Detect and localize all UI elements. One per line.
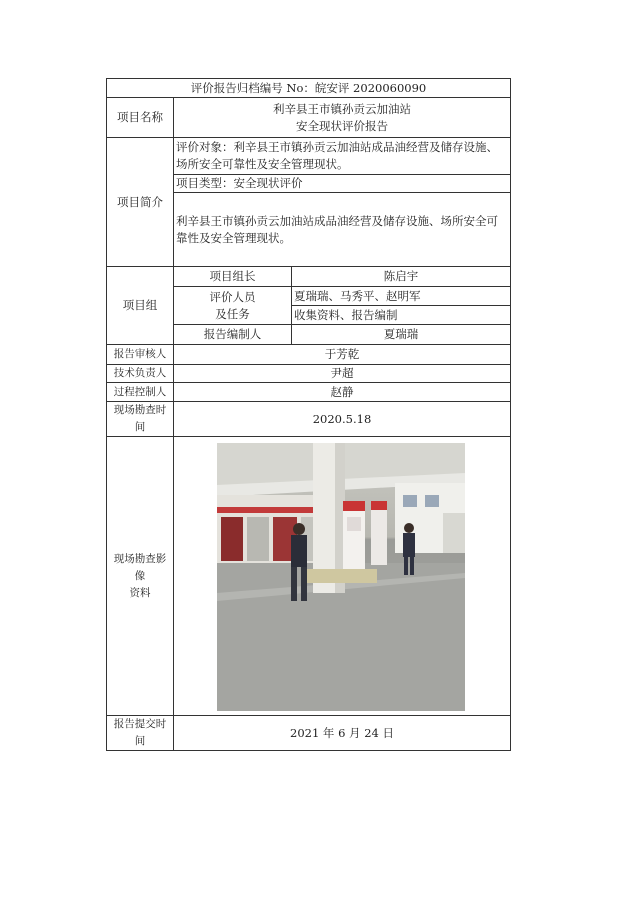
tasks-value: 收集资料、报告编制 bbox=[292, 306, 511, 325]
evaluators-label-line1: 评价人员 bbox=[209, 289, 256, 304]
evaluation-object: 评价对象：利辛县王市镇孙贡云加油站成品油经营及储存设施、场所安全可靠性及安全管理现状。 bbox=[174, 138, 511, 175]
project-description: 利辛县王市镇孙贡云加油站成品油经营及储存设施、场所安全可靠性及安全管理现状。 bbox=[174, 193, 511, 267]
process-label: 过程控制人 bbox=[107, 383, 174, 402]
evaluators-label-line2: 及任务 bbox=[215, 306, 250, 321]
leader-label: 项目组长 bbox=[174, 267, 292, 287]
survey-photo-label-line1: 现场勘查影像 bbox=[113, 552, 167, 582]
archive-number: 评价报告归档编号 No：皖安评 2020060090 bbox=[107, 79, 511, 98]
reviewer-label: 报告审核人 bbox=[107, 345, 174, 365]
report-table bbox=[106, 78, 511, 751]
project-name-line1: 利辛县王市镇孙贡云加油站 bbox=[273, 101, 411, 116]
project-intro-label: 项目简介 bbox=[107, 138, 174, 267]
tech-value: 尹超 bbox=[174, 365, 511, 383]
submission-label: 报告提交时间 bbox=[107, 716, 174, 751]
reviewer-value: 于芳乾 bbox=[174, 345, 511, 365]
evaluators-value: 夏瑞瑞、马秀平、赵明军 bbox=[292, 287, 511, 306]
gas-station-illustration bbox=[217, 443, 465, 711]
survey-time-label: 现场勘查时间 bbox=[107, 402, 174, 437]
tech-label: 技术负责人 bbox=[107, 365, 174, 383]
survey-photo-label bbox=[107, 437, 174, 716]
submission-date: 2021 年 6 月 24 日 bbox=[174, 716, 511, 751]
project-type: 项目类型：安全现状评价 bbox=[174, 175, 511, 193]
project-name bbox=[174, 98, 511, 138]
survey-time-value: 2020.5.18 bbox=[174, 402, 511, 437]
process-value: 赵静 bbox=[174, 383, 511, 402]
gas-station-photo bbox=[217, 443, 465, 711]
author-label: 报告编制人 bbox=[174, 325, 292, 345]
author-value: 夏瑞瑞 bbox=[292, 325, 511, 345]
evaluators-label bbox=[174, 287, 292, 325]
project-name-label: 项目名称 bbox=[107, 98, 174, 138]
project-name-line2: 安全现状评价报告 bbox=[296, 118, 388, 133]
project-group-label: 项目组 bbox=[107, 267, 174, 345]
survey-photo-label-line2: 资料 bbox=[129, 586, 151, 599]
survey-photo-cell bbox=[174, 437, 511, 716]
leader-value: 陈启宇 bbox=[292, 267, 511, 287]
